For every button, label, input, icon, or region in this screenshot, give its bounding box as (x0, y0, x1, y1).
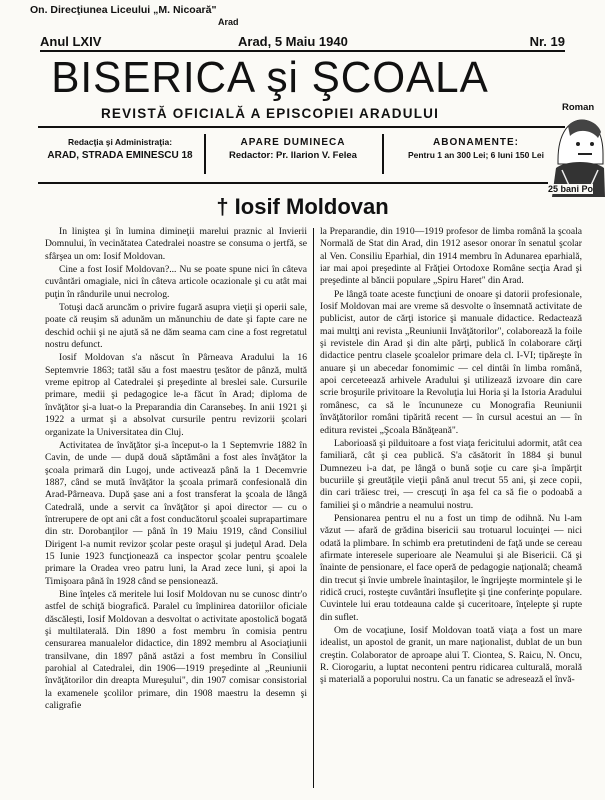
appears-box (208, 136, 378, 162)
paragraph: la Preparandie, din 1910—1919 profesor de limba română la şcoala Normală de Stat din Arad, din 1912 asesor onorar în senatul şcolar al Ven. Consiliu Eparhial, din 1914 membru în Adunarea eparhială, iar mai apoi preşedinte al Frăţiei Ortodoxe Române secţia Arad şi preşedinte al băncii populare „Spiru Haret" din Arad. (320, 226, 582, 287)
redaction-label: Redacţia şi Administraţia: (67, 137, 173, 147)
paragraph: Activitatea de învăţător şi-a început-o la 1 Septemvrie 1882 în Cavin, de unde — după două săptămâni a fost ales învăţător la şcoala primară din Lugoj, unde activează până la 1 Decemvrie 1887, când se mută învăţător la şcoala primară confesională din Arad-Pârneava. După şase ani a fost transferat la şcoala de lângă Catedrală, unde a servit ca învăţător şi apoi director — cu o întrerupere de opt ani cât a fost conducătorul şcoalei suprapartimare din str. Dorobanţilor — până în 19 Maiu 1919, când Consiliul Dirigent l-a numit revizor şcolar peste oraşul şi judeţul Arad. Dela 15 Iunie 1923 funcţionează ca inspector şcolar pentru şcoalele primare la Oradea vreo patru luni, la Arad zece luni, şi apoi la Timişoara până în 1928 când se pensionează. (45, 439, 307, 587)
subscription-label: ABONAMENTE: (433, 137, 519, 148)
postage-stamp (548, 102, 605, 197)
info-divider-2 (382, 134, 384, 174)
paragraph: Pensionarea pentru el nu a fost un timp de odihnă. Nu l-am văzut — afară de grădina bisericii sau trotuarul locuinţei — nici odată la plimbare. In schimb era pretutindeni de faţă unde se cereau afirmate interesele superioare ale Neamului şi ale Bisericii. Că şi înainte de pensionare, el face operă de pedagogie naţională; cheamă din trecut şi învie umbrele înaintaşilor, le îngrijeşte mormintele şi le ridică cruci, rosteşte cuvântări însufleţite şi ţine conferinţe populare. Cuvintele lui erau totdeauna calde şi cuceritoare, înţelepte şi rupte din suflet. (320, 512, 582, 623)
masthead-title: BISERICA şi ŞCOALA (51, 53, 489, 102)
paragraph: Pe lângă toate aceste funcţiuni de onoare şi datorii profesionale, Iosif Moldovan mai are vreme să desvolte o însemnată activitate de publicist, autor de cărţi istorice şi manuale didactice. Redactează mai multţi ani revista „Reuniunii Invăţătorilor", colaborează la foile şi revistele din Arad şi din alte părţi, publică în colaborare cărţi didactice pentru clasele şcoalelor primare dela cl. I-VI; tipăreşte în anuare şi un abecedar fonomimic — cel dintâi în limba română, apoi cerceteează arhivele Aradului şi utilizează izvoare din care scrie broşurile privitoare la Revoluţia lui Horia şi la Istoria Aradului românesc, ca să le încununeze cu Monografia Reuniunii învăţătorilor români tipărită recent — în cursul acestui an — în editura revistei „Şcoala Bănăţeană". (320, 288, 582, 436)
subscription-price: Pentru 1 an 300 Lei; 6 luni 150 Lei (407, 150, 545, 160)
column-divider (313, 228, 314, 788)
top-rule (40, 50, 565, 52)
masthead-subtitle: REVISTĂ OFICIALĂ A EPISCOPIEI ARADULUI (100, 106, 440, 121)
info-divider-1 (204, 134, 206, 174)
issue-number: Nr. 19 (529, 34, 565, 49)
subscription-box (386, 136, 566, 162)
paragraph: In liniştea şi în lumina dimineţii marelui praznic al Invierii Domnului, în vecinătatea Catedralei noastre se consuma o jertfă, se sfârşea un om: Iosif Moldovan. (45, 226, 307, 262)
place-date: Arad, 5 Maiu 1940 (238, 34, 348, 49)
redaction-box (40, 136, 200, 162)
appears-label: APARE DUMINECA (240, 137, 346, 148)
paragraph: Cine a fost Iosif Moldovan?... Nu se poate spune nici în câteva cuvântări omagiale, nici în câteva articole ocazionale şi cu atât mai puţin în rândurile unui necrolog. (45, 264, 307, 300)
article-column-left (45, 226, 307, 712)
stamp-line-1: On. Direcţiunea Liceului „M. Nicoară" (30, 4, 217, 16)
stamp-line-2: Arad (218, 17, 239, 27)
editor-name: Redactor: Pr. Ilarion V. Felea (229, 150, 357, 161)
volume-year: Anul LXIV (40, 34, 102, 49)
king-portrait-image (548, 102, 605, 197)
redaction-address: ARAD, STRADA EMINESCU 18 (47, 150, 193, 161)
paragraph: Om de vocaţiune, Iosif Moldovan toată viaţa a fost un mare idealist, un apostol de granit, un mare naţionalist, dublat de un bun creştin. Colaborator de aproape alui T. Ciontea, S. Raicu, N. Oncu, R. Ciorogariu, a luptat neconteni pentru ridicarea culturală, morală şi materială a poporului nostru. Ca un fanatic se adresează el învă- (320, 625, 582, 686)
stamp-value: 25 bani Po (548, 184, 594, 194)
info-bottom-rule (38, 182, 548, 184)
issue-line (40, 34, 565, 50)
paragraph: Laborioasă şi pilduitoare a fost viaţa fericitului adormit, atât cea familiară, cât şi cea publică. S'a căsătorit în 1884 şi bunul Dumnezeu i-a dat, pe lângă o bună soţie cu care şi-a împărţit bucuriile şi greutăţile vieţii până anul trecut 55 ani, şi zece copii, din cari trăiesc trei, — crescuţi în aşa fel ca să fie o podoabă a familiei şi o mândrie a neamului nostru. (320, 437, 582, 511)
info-bar (38, 130, 568, 184)
article-title: † Iosif Moldovan (216, 194, 389, 219)
stamp-label: Roman (562, 102, 595, 113)
article-column-right (320, 226, 582, 687)
paragraph: Iosif Moldovan s'a născut în Pârneava Aradului la 16 Septemvrie 1863; tatăl său a fost maestru ţesător de pânză, multă vreme epitrop al Catedralei şi preşedinte al breslei sale. Cursurile primare, medii şi pedagogice le-a făcut în Arad; diploma de învăţător şi-a luat-o la Preparandia din Caransebeş. In anii 1921 şi 1922 a urmat şi a absolvat cursurile pentru revizorii şcolari organizate la Universitatea din Cluj. (45, 352, 307, 438)
paragraph: Bine înţeles că meritele lui Iosif Moldovan nu se cunosc dintr'o astfel de schiţă biografică. Paralel cu împlinirea datoriilor oficiale dăscăleşti, Iosif Moldovan a desvoltat o activitate apostolică bogată şi multilaterală. Din 1890 a fost membru în comisia pentru censurarea manualelor didactice, din 1892 membru al Asociaţiunii transilvane, din 1897 până astăzi a fost membru în Consiliul parohial al Catedralei, din 1906—1919 preşedinte al „Reuniunii învăţătorilor din dreapta Mureşului", din 1907 comisar consistorial la examenele şcolilor primare, din 1908 maestru la desemn şi caligrafie (45, 588, 307, 712)
paragraph: Totuşi dacă aruncăm o privire fugară asupra vieţii şi operii sale, poate că reuşim să adunăm un mănunchiu de date şi fapte care ne deschid ochii şi ne ajută să ne dăm seama cam cine a fost regretatul nostru defunct. (45, 302, 307, 351)
library-stamp (30, 4, 239, 28)
info-top-rule (38, 126, 565, 128)
